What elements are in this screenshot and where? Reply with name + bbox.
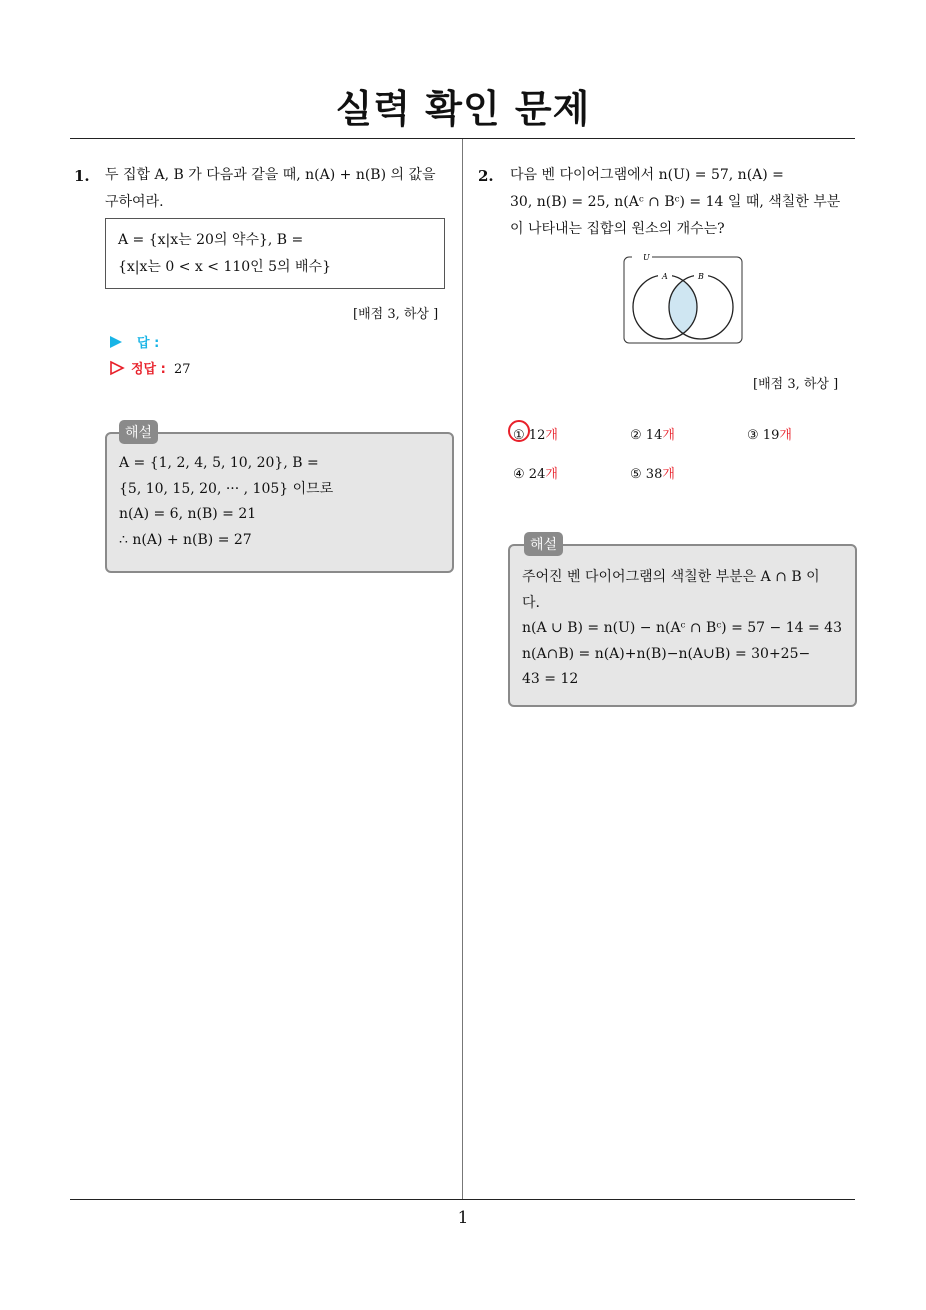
page-title: 실력 확인 문제 <box>335 87 591 131</box>
q2-text <box>510 162 860 243</box>
q1-number: 1. <box>74 167 90 185</box>
q2-solution-line: 다. <box>522 594 540 611</box>
venn-diagram <box>620 251 746 347</box>
choice-4[interactable] <box>513 463 558 482</box>
venn-label-b: B <box>698 272 704 281</box>
q1-correct-label: 정답 : <box>131 362 166 377</box>
venn-label-a: A <box>662 272 668 281</box>
q2-text-line3: 이 나타내는 집합의 원소의 개수는? <box>510 221 725 237</box>
choice-3[interactable] <box>747 424 792 443</box>
q2-solution-line: n(A∩B) = n(A)+n(B)−n(A∪B) = 30+25− <box>522 645 811 662</box>
q2-solution-box <box>508 544 857 707</box>
choice-value: 24 <box>528 467 546 482</box>
q1-answer-label: 답 : <box>137 336 160 351</box>
choice-value: 38 <box>645 467 663 482</box>
choice-unit: 개 <box>779 428 792 443</box>
q1-text <box>105 162 457 216</box>
page-number: 1 <box>457 1208 469 1228</box>
q1-solution-line: ∴ n(A) + n(B) = 27 <box>119 531 252 548</box>
outline-arrow-icon <box>109 360 125 376</box>
q2-text-line2: 30, n(B) = 25, n(Aᶜ ∩ Bᶜ) = 14 일 때, 색칠한 부분 <box>510 194 841 210</box>
choice-2[interactable] <box>630 424 675 443</box>
q2-score: [배점 3, 하상 ] <box>753 377 839 392</box>
q2-solution-line: n(A ∪ B) = n(U) − n(Aᶜ ∩ Bᶜ) = 57 − 14 = 43 <box>522 620 842 636</box>
q1-solution-line: A = {1, 2, 4, 5, 10, 20}, B = <box>119 455 319 471</box>
q1-text-line2: 구하여라. <box>105 194 164 210</box>
choice-unit: 개 <box>545 428 558 443</box>
q1-solution-line: n(A) = 6, n(B) = 21 <box>119 506 257 522</box>
play-arrow-icon <box>109 335 123 349</box>
q1-correct-value: 27 <box>173 362 191 377</box>
column-divider <box>462 139 463 1200</box>
bottom-rule <box>70 1199 855 1200</box>
choice-1[interactable] <box>513 424 558 443</box>
choice-5[interactable] <box>630 463 675 482</box>
q1-answer-row <box>109 332 159 351</box>
choice-mark: ③ <box>747 428 759 443</box>
q1-solution-line: {5, 10, 15, 20, ··· , 105} 이므로 <box>119 480 334 497</box>
q2-number: 2. <box>478 167 494 185</box>
choice-unit: 개 <box>662 428 675 443</box>
q2-solution-tag: 해설 <box>524 532 563 556</box>
choice-unit: 개 <box>662 467 675 482</box>
choice-mark: ⑤ <box>630 467 642 482</box>
q2-solution-line: 주어진 벤 다이어그램의 색칠한 부분은 A ∩ B 이 <box>522 569 820 585</box>
q1-cond-line2: {x|x는 0 < x < 110인 5의 배수} <box>118 259 331 275</box>
q1-condition-box <box>105 218 445 289</box>
q1-correct-row <box>109 358 191 377</box>
q1-score: [배점 3, 하상 ] <box>353 307 439 322</box>
q1-text-line1: 두 집합 A, B 가 다음과 같을 때, n(A) + n(B) 의 값을 <box>105 167 436 183</box>
choice-unit: 개 <box>545 467 558 482</box>
choice-mark: ① <box>513 428 525 443</box>
choice-mark: ④ <box>513 467 525 482</box>
q2-text-line1: 다음 벤 다이어그램에서 n(U) = 57, n(A) = <box>510 167 784 183</box>
q1-solution-box <box>105 432 454 573</box>
choice-value: 19 <box>762 428 780 443</box>
q1-solution-tag: 해설 <box>119 420 158 444</box>
choice-value: 14 <box>645 428 663 443</box>
choice-mark: ② <box>630 428 642 443</box>
choice-value: 12 <box>528 428 546 443</box>
venn-label-u: U <box>643 253 650 262</box>
q1-cond-line1: A = {x|x는 20의 약수}, B = <box>118 232 304 248</box>
q2-solution-line: 43 = 12 <box>522 671 579 687</box>
